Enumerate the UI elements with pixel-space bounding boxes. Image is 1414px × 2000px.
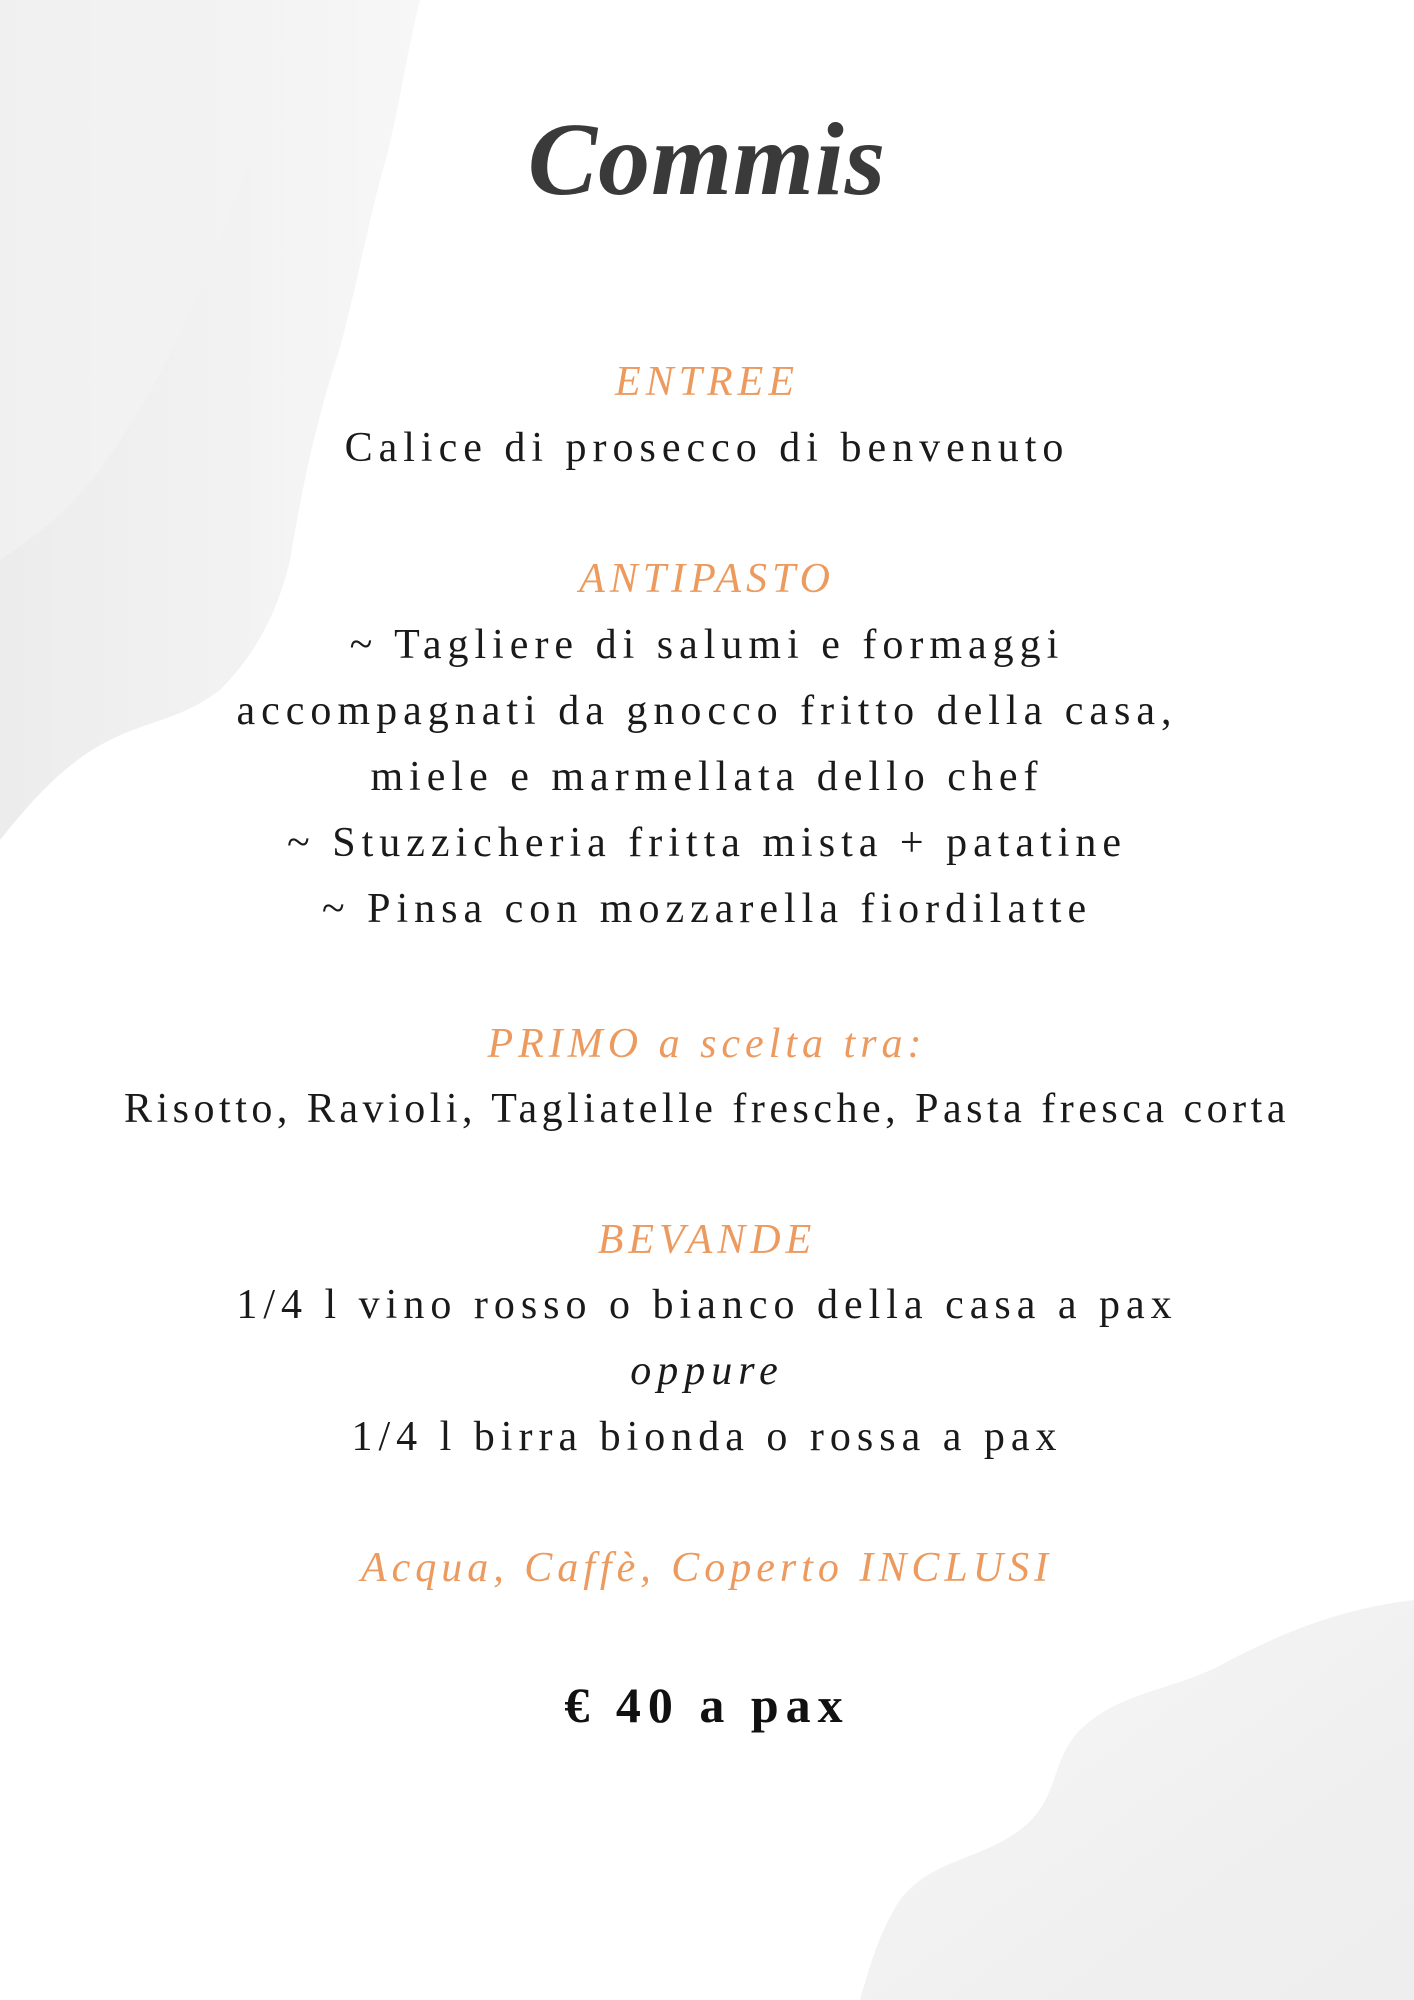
menu-line-primo-1: Risotto, Ravioli, Tagliatelle fresche, Pasta fresca corta — [124, 1086, 1290, 1132]
included-note: Acqua, Caffè, Coperto INCLUSI — [360, 1545, 1054, 1591]
page-title: Commis — [527, 102, 887, 217]
menu-line-antipasto-1: ~ Tagliere di salumi e formaggi — [349, 622, 1065, 668]
menu-line-bevande-2: 1/4 l birra bionda o rossa a pax — [351, 1414, 1063, 1460]
menu-line-antipasto-4: ~ Stuzzicheria fritta mista + patatine — [286, 820, 1127, 866]
menu-line-antipasto-2: accompagnati da gnocco fritto della casa, — [236, 688, 1178, 734]
menu-line-entree-1: Calice di prosecco di benvenuto — [344, 425, 1070, 471]
menu-line-antipasto-5: ~ Pinsa con mozzarella fiordilatte — [321, 886, 1093, 932]
menu-line-bevande-or: oppure — [630, 1348, 784, 1394]
menu-line-antipasto-3: miele e marmellata dello chef — [370, 754, 1044, 800]
menu-line-bevande-1: 1/4 l vino rosso o bianco della casa a pax — [236, 1282, 1178, 1328]
section-heading-bevande: BEVANDE — [597, 1217, 817, 1263]
price-label: € 40 a pax — [564, 1677, 850, 1733]
section-heading-antipasto: ANTIPASTO — [579, 556, 835, 602]
section-heading-entree: ENTREE — [615, 359, 799, 405]
section-heading-primo: PRIMO a scelta tra: — [487, 1021, 927, 1067]
